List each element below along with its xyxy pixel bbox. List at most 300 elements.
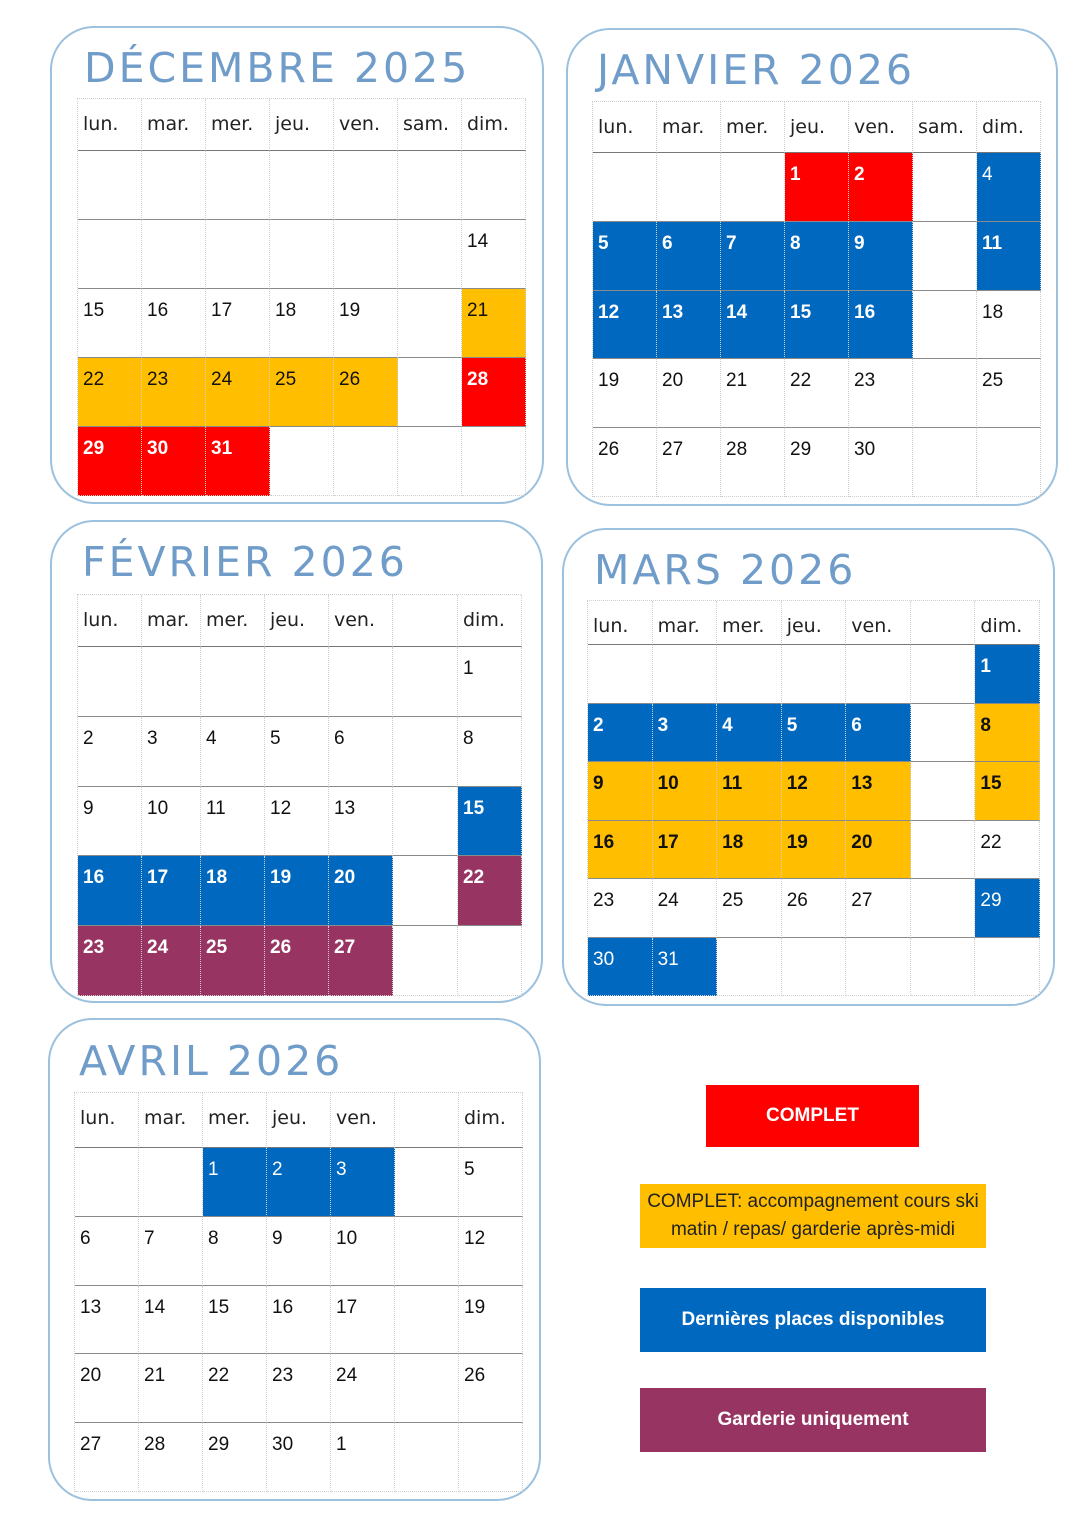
- day-number: 1: [790, 164, 801, 185]
- day-number: 31: [657, 948, 679, 970]
- day-cell: [593, 222, 657, 291]
- day-number: 12: [786, 773, 808, 794]
- day-cell: [78, 787, 142, 857]
- day-number: 18: [722, 831, 744, 853]
- day-number: 5: [464, 1159, 475, 1180]
- day-number: 6: [851, 714, 862, 736]
- day-number: 14: [144, 1296, 166, 1318]
- month-title: FÉVRIER 2026: [82, 538, 408, 586]
- empty-day-cell: [270, 427, 334, 496]
- day-cell: [588, 762, 653, 821]
- day-cell: [265, 926, 329, 996]
- day-cell: [265, 856, 329, 926]
- empty-day-cell: [395, 1148, 459, 1217]
- day-cell: [782, 879, 847, 938]
- month-title: MARS 2026: [594, 546, 857, 594]
- empty-day-cell: [329, 647, 393, 717]
- day-cell: [717, 821, 782, 880]
- day-number: 16: [83, 867, 105, 889]
- empty-day-cell: [393, 926, 458, 996]
- day-cell: [203, 1423, 267, 1492]
- day-cell: [717, 704, 782, 763]
- day-number: 16: [593, 831, 615, 853]
- empty-day-cell: [334, 151, 398, 220]
- day-cell: [782, 762, 847, 821]
- weekday-header: mar.: [142, 99, 206, 151]
- weekday-header: lun.: [588, 601, 653, 645]
- day-number: 28: [726, 439, 748, 461]
- weekday-header: mar.: [139, 1093, 203, 1148]
- day-number: 23: [854, 370, 876, 392]
- weekday-header: lun.: [593, 102, 657, 153]
- day-number: 30: [147, 438, 169, 459]
- weekday-header: ven.: [329, 595, 393, 647]
- day-number: 31: [211, 438, 233, 459]
- day-cell: [462, 220, 526, 289]
- day-cell: [267, 1354, 331, 1423]
- day-cell: [267, 1423, 331, 1492]
- empty-day-cell: [142, 220, 206, 289]
- day-cell: [142, 289, 206, 358]
- day-number: 29: [980, 890, 1002, 911]
- day-cell: [977, 153, 1041, 222]
- day-cell: [75, 1286, 139, 1355]
- day-cell: [142, 427, 206, 496]
- day-number: 25: [275, 369, 297, 390]
- weekday-header: jeu.: [782, 601, 847, 645]
- empty-day-cell: [913, 153, 977, 222]
- day-cell: [721, 222, 785, 291]
- day-cell: [78, 856, 142, 926]
- day-number: 11: [982, 232, 1003, 254]
- day-number: 5: [270, 727, 281, 749]
- day-number: 15: [790, 301, 812, 323]
- day-number: 19: [786, 831, 808, 853]
- month-title: JANVIER 2026: [597, 46, 915, 94]
- day-number: 26: [339, 369, 361, 390]
- empty-day-cell: [75, 1148, 139, 1217]
- day-number: 8: [463, 727, 474, 749]
- legend-label: COMPLET: accompagnement cours ski matin / repas/ garderie après-midi: [647, 1191, 979, 1240]
- legend-complet: [706, 1085, 919, 1147]
- empty-day-cell: [395, 1217, 459, 1286]
- day-cell: [721, 291, 785, 360]
- day-number: 7: [144, 1227, 155, 1249]
- day-number: 2: [854, 164, 865, 185]
- day-cell: [206, 427, 270, 496]
- day-cell: [717, 762, 782, 821]
- day-number: 27: [80, 1434, 102, 1456]
- weekday-header: jeu.: [785, 102, 849, 153]
- empty-day-cell: [462, 427, 526, 496]
- day-cell: [142, 717, 201, 787]
- day-cell: [593, 291, 657, 360]
- day-number: 26: [464, 1365, 486, 1387]
- day-cell: [75, 1217, 139, 1286]
- day-cell: [78, 427, 142, 496]
- weekday-header: dim.: [975, 601, 1040, 645]
- day-cell: [201, 926, 265, 996]
- day-cell: [657, 359, 721, 428]
- day-number: 14: [467, 231, 489, 252]
- weekday-header: jeu.: [267, 1093, 331, 1148]
- day-number: 17: [211, 300, 233, 321]
- empty-day-cell: [911, 645, 976, 704]
- day-number: 16: [147, 300, 169, 321]
- day-cell: [657, 428, 721, 497]
- day-number: 13: [334, 797, 356, 819]
- day-number: 24: [147, 937, 169, 959]
- empty-day-cell: [977, 428, 1041, 497]
- empty-day-cell: [270, 151, 334, 220]
- day-number: 9: [83, 797, 94, 819]
- day-cell: [265, 717, 329, 787]
- day-number: 4: [722, 714, 733, 736]
- weekday-header: dim.: [459, 1093, 523, 1148]
- day-number: 29: [83, 438, 105, 459]
- day-number: 5: [786, 714, 798, 736]
- day-cell: [653, 704, 718, 763]
- empty-day-cell: [393, 787, 458, 857]
- day-number: 26: [270, 937, 292, 959]
- day-number: 22: [83, 369, 105, 390]
- day-cell: [785, 428, 849, 497]
- day-number: 8: [208, 1227, 219, 1249]
- day-cell: [588, 821, 653, 880]
- empty-day-cell: [911, 704, 976, 763]
- empty-day-cell: [913, 291, 977, 360]
- day-number: 3: [336, 1159, 347, 1180]
- day-number: 17: [657, 831, 679, 853]
- day-cell: [846, 821, 911, 880]
- day-cell: [653, 762, 718, 821]
- day-cell: [142, 358, 206, 427]
- day-number: 30: [272, 1434, 294, 1456]
- empty-day-cell: [334, 427, 398, 496]
- day-cell: [142, 787, 201, 857]
- empty-day-cell: [846, 645, 911, 704]
- day-number: 13: [662, 301, 684, 323]
- day-number: 21: [144, 1365, 166, 1387]
- empty-day-cell: [782, 938, 847, 997]
- day-number: 3: [657, 714, 669, 736]
- day-number: 6: [662, 232, 673, 254]
- empty-day-cell: [398, 220, 462, 289]
- day-number: 3: [147, 727, 158, 749]
- day-number: 20: [662, 370, 684, 392]
- weekday-header: [393, 595, 458, 647]
- day-number: 24: [211, 369, 233, 390]
- day-cell: [975, 821, 1040, 880]
- day-cell: [593, 359, 657, 428]
- day-number: 6: [334, 727, 345, 749]
- day-cell: [139, 1354, 203, 1423]
- day-cell: [458, 647, 522, 717]
- day-cell: [782, 704, 847, 763]
- day-number: 23: [147, 369, 169, 390]
- day-number: 20: [80, 1365, 102, 1387]
- day-cell: [785, 359, 849, 428]
- day-number: 29: [208, 1434, 230, 1456]
- day-cell: [975, 879, 1040, 938]
- day-cell: [657, 222, 721, 291]
- empty-day-cell: [393, 856, 458, 926]
- day-cell: [201, 856, 265, 926]
- day-cell: [653, 938, 718, 997]
- day-cell: [459, 1148, 523, 1217]
- weekday-header: mer.: [721, 102, 785, 153]
- calendar-grid: [77, 594, 521, 996]
- day-number: 2: [83, 727, 94, 749]
- legend-complet-accompagnement: [640, 1184, 986, 1248]
- empty-day-cell: [657, 153, 721, 222]
- weekday-header: mer.: [206, 99, 270, 151]
- day-number: 19: [270, 867, 292, 889]
- day-cell: [270, 358, 334, 427]
- day-cell: [206, 289, 270, 358]
- empty-day-cell: [206, 220, 270, 289]
- empty-day-cell: [334, 220, 398, 289]
- day-number: 27: [662, 439, 684, 461]
- day-number: 8: [980, 714, 991, 736]
- day-number: 2: [593, 714, 604, 736]
- day-number: 1: [463, 658, 474, 679]
- day-number: 5: [598, 232, 609, 254]
- day-number: 26: [598, 439, 620, 461]
- empty-day-cell: [782, 645, 847, 704]
- weekday-header: jeu.: [270, 99, 334, 151]
- weekday-header: sam.: [913, 102, 977, 153]
- weekday-header: mar.: [657, 102, 721, 153]
- empty-day-cell: [721, 153, 785, 222]
- weekday-header: lun.: [78, 595, 142, 647]
- day-number: 10: [336, 1227, 358, 1249]
- empty-day-cell: [846, 938, 911, 997]
- empty-day-cell: [142, 647, 201, 717]
- day-number: 18: [982, 301, 1004, 323]
- empty-day-cell: [206, 151, 270, 220]
- day-number: 22: [208, 1365, 230, 1387]
- weekday-header: ven.: [331, 1093, 395, 1148]
- day-cell: [203, 1286, 267, 1355]
- day-number: 10: [147, 797, 169, 819]
- day-cell: [142, 856, 201, 926]
- day-number: 19: [339, 300, 361, 321]
- empty-day-cell: [911, 762, 976, 821]
- empty-day-cell: [78, 220, 142, 289]
- day-number: 24: [336, 1365, 358, 1387]
- day-cell: [265, 787, 329, 857]
- day-cell: [588, 704, 653, 763]
- day-number: 23: [83, 937, 105, 959]
- day-cell: [459, 1354, 523, 1423]
- day-cell: [849, 359, 913, 428]
- weekday-header: lun.: [78, 99, 142, 151]
- day-number: 15: [83, 300, 105, 321]
- weekday-header: mer.: [717, 601, 782, 645]
- empty-day-cell: [588, 645, 653, 704]
- empty-day-cell: [139, 1148, 203, 1217]
- day-cell: [78, 289, 142, 358]
- day-number: 23: [593, 890, 615, 911]
- day-number: 28: [144, 1434, 166, 1456]
- day-number: 12: [598, 301, 620, 323]
- empty-day-cell: [913, 359, 977, 428]
- day-cell: [717, 879, 782, 938]
- day-cell: [331, 1354, 395, 1423]
- empty-day-cell: [398, 358, 462, 427]
- empty-day-cell: [913, 222, 977, 291]
- day-number: 11: [206, 797, 226, 819]
- day-number: 2: [272, 1159, 283, 1180]
- day-number: 4: [206, 727, 217, 749]
- day-number: 22: [980, 831, 1002, 853]
- day-number: 23: [272, 1365, 294, 1387]
- calendar-grid: [74, 1092, 523, 1492]
- day-cell: [329, 717, 393, 787]
- weekday-header: [911, 601, 976, 645]
- weekday-header: lun.: [75, 1093, 139, 1148]
- empty-day-cell: [142, 151, 206, 220]
- day-number: 1: [336, 1434, 347, 1456]
- empty-day-cell: [459, 1423, 523, 1492]
- weekday-header: jeu.: [265, 595, 329, 647]
- empty-day-cell: [395, 1423, 459, 1492]
- weekday-header: mar.: [142, 595, 201, 647]
- day-cell: [206, 358, 270, 427]
- day-cell: [331, 1286, 395, 1355]
- day-number: 13: [80, 1296, 102, 1318]
- empty-day-cell: [911, 821, 976, 880]
- day-cell: [78, 926, 142, 996]
- day-number: 22: [790, 370, 812, 392]
- empty-day-cell: [398, 289, 462, 358]
- day-cell: [588, 938, 653, 997]
- day-number: 9: [272, 1227, 283, 1249]
- day-number: 27: [334, 937, 356, 959]
- day-cell: [849, 291, 913, 360]
- empty-day-cell: [717, 645, 782, 704]
- empty-day-cell: [78, 151, 142, 220]
- empty-day-cell: [653, 645, 718, 704]
- weekday-header: ven.: [849, 102, 913, 153]
- day-number: 6: [80, 1227, 91, 1249]
- day-number: 16: [854, 301, 876, 323]
- day-cell: [588, 879, 653, 938]
- day-cell: [849, 222, 913, 291]
- day-number: 25: [982, 370, 1004, 392]
- day-number: 30: [593, 948, 615, 970]
- day-cell: [334, 358, 398, 427]
- empty-day-cell: [393, 717, 458, 787]
- day-number: 20: [334, 867, 356, 889]
- day-number: 9: [593, 773, 604, 794]
- weekday-header: mer.: [203, 1093, 267, 1148]
- day-cell: [203, 1217, 267, 1286]
- empty-day-cell: [395, 1354, 459, 1423]
- day-number: 7: [726, 232, 737, 254]
- day-number: 10: [657, 773, 679, 794]
- day-cell: [975, 704, 1040, 763]
- day-cell: [977, 359, 1041, 428]
- empty-day-cell: [913, 428, 977, 497]
- empty-day-cell: [911, 879, 976, 938]
- weekday-header: dim.: [462, 99, 526, 151]
- day-number: 14: [726, 301, 748, 323]
- day-cell: [329, 787, 393, 857]
- day-cell: [657, 291, 721, 360]
- day-number: 15: [463, 797, 485, 819]
- weekday-header: dim.: [977, 102, 1041, 153]
- empty-day-cell: [462, 151, 526, 220]
- empty-day-cell: [458, 926, 522, 996]
- day-cell: [75, 1354, 139, 1423]
- day-cell: [331, 1217, 395, 1286]
- day-cell: [462, 289, 526, 358]
- day-number: 26: [786, 890, 808, 911]
- legend-label: COMPLET: [766, 1105, 859, 1126]
- empty-day-cell: [395, 1286, 459, 1355]
- day-cell: [785, 153, 849, 222]
- day-cell: [977, 291, 1041, 360]
- day-number: 17: [147, 867, 169, 889]
- day-cell: [267, 1217, 331, 1286]
- empty-day-cell: [593, 153, 657, 222]
- legend-dernieres-places: [640, 1288, 986, 1352]
- weekday-header: [395, 1093, 459, 1148]
- day-cell: [329, 926, 393, 996]
- day-cell: [846, 879, 911, 938]
- day-cell: [334, 289, 398, 358]
- day-number: 28: [467, 369, 489, 390]
- day-cell: [653, 821, 718, 880]
- day-number: 15: [980, 773, 1002, 794]
- day-number: 12: [464, 1227, 486, 1249]
- day-number: 15: [208, 1296, 230, 1318]
- day-cell: [593, 428, 657, 497]
- day-number: 13: [851, 773, 873, 794]
- day-cell: [975, 645, 1040, 704]
- month-title: AVRIL 2026: [79, 1037, 344, 1085]
- day-cell: [267, 1286, 331, 1355]
- weekday-header: ven.: [846, 601, 911, 645]
- day-cell: [975, 762, 1040, 821]
- day-number: 30: [854, 439, 876, 461]
- day-cell: [78, 717, 142, 787]
- day-number: 24: [657, 890, 679, 911]
- empty-day-cell: [975, 938, 1040, 997]
- day-cell: [329, 856, 393, 926]
- day-cell: [331, 1423, 395, 1492]
- weekday-header: mer.: [201, 595, 265, 647]
- legend-label: Dernières places disponibles: [681, 1309, 945, 1330]
- day-number: 27: [851, 890, 873, 911]
- day-cell: [203, 1148, 267, 1217]
- day-cell: [846, 704, 911, 763]
- day-number: 25: [206, 937, 228, 959]
- day-number: 22: [463, 867, 485, 889]
- day-number: 12: [270, 797, 292, 819]
- day-cell: [782, 821, 847, 880]
- day-number: 20: [851, 831, 873, 853]
- day-number: 21: [726, 370, 748, 392]
- day-cell: [139, 1286, 203, 1355]
- day-cell: [785, 222, 849, 291]
- day-number: 18: [275, 300, 297, 321]
- empty-day-cell: [78, 647, 142, 717]
- day-cell: [331, 1148, 395, 1217]
- day-cell: [653, 879, 718, 938]
